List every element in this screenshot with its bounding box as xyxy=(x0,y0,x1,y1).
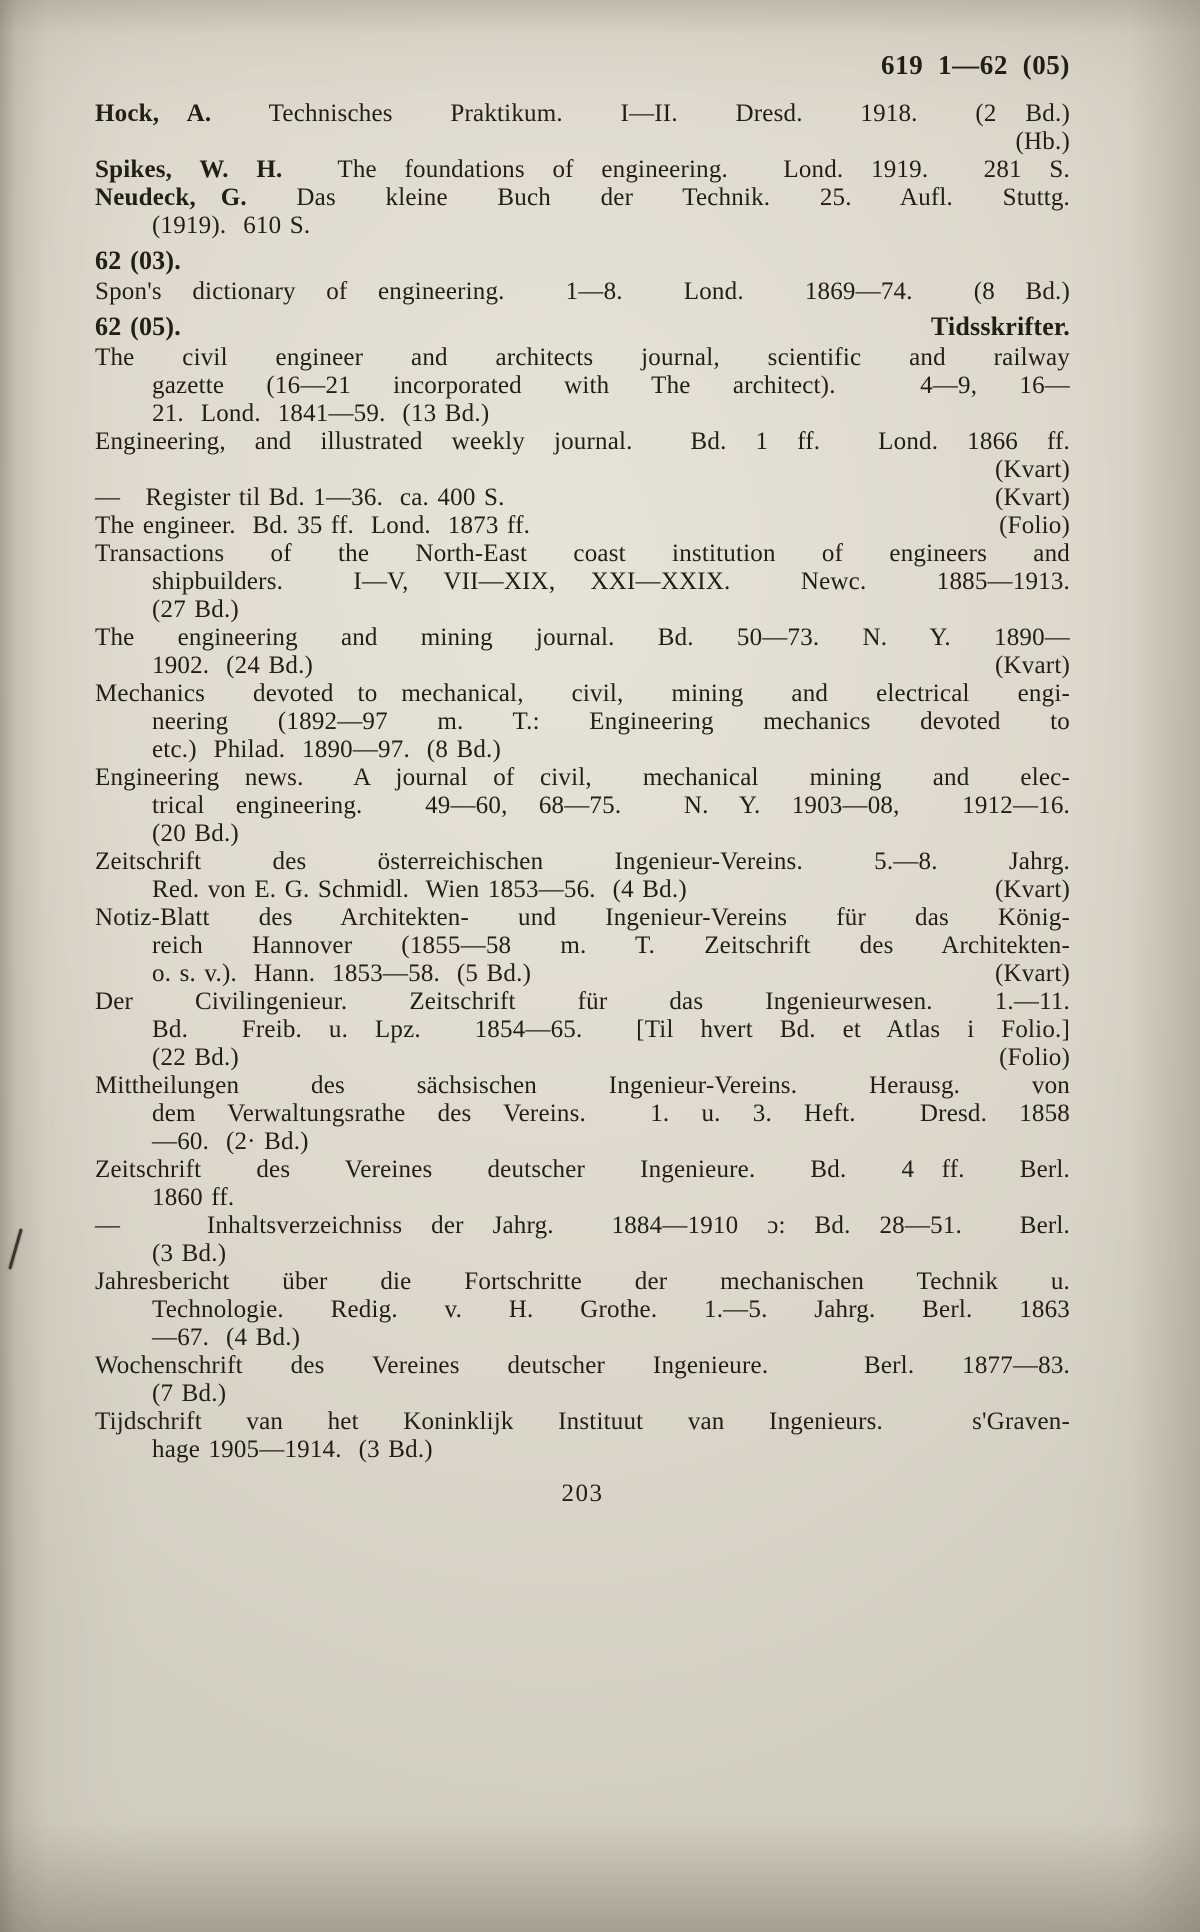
entry-text: Tijdschrift van het Koninklijk Instituut van Ingenieurs. s'Graven- xyxy=(95,1408,1070,1435)
section-heading xyxy=(95,313,1070,341)
format-note: (Kvart) xyxy=(995,456,1070,483)
entry-text: 1860 ff. xyxy=(152,1184,235,1211)
catalog-line xyxy=(95,1352,1070,1380)
entry-text: Zeitschrift des österreichischen Ingenieur-Vereins. 5.—8. Jahrg. xyxy=(95,848,1070,875)
page-content xyxy=(95,50,1070,1464)
format-note: (Kvart) xyxy=(995,960,1070,987)
catalog-line xyxy=(95,1296,1070,1324)
section-heading-right: Tidsskrifter. xyxy=(930,312,1070,341)
entry-text: Spikes, W. H. The foundations of engineering. Lond. 1919. 281 S. xyxy=(95,156,1070,183)
catalog-line xyxy=(95,764,1070,792)
page-number: 203 xyxy=(561,1480,604,1507)
catalog-line xyxy=(95,512,1070,540)
catalog-line xyxy=(95,1128,1070,1156)
catalog-line xyxy=(95,988,1070,1016)
entry-text: —60. (2· Bd.) xyxy=(152,1128,309,1155)
handwritten-margin-mark xyxy=(2,1226,30,1274)
catalog-line xyxy=(95,1380,1070,1408)
catalog-lines xyxy=(95,100,1070,1464)
catalog-line xyxy=(95,792,1070,820)
entry-text: — Register til Bd. 1—36. ca. 400 S. xyxy=(95,484,505,511)
catalog-line xyxy=(95,904,1070,932)
entry-text: trical engineering. 49—60, 68—75. N. Y. 1903—08, 1912—16. xyxy=(152,792,1070,819)
section-heading xyxy=(95,247,1070,275)
entry-text: (7 Bd.) xyxy=(152,1380,227,1407)
format-note: (Kvart) xyxy=(995,652,1070,679)
entry-text: Neudeck, G. Das kleine Buch der Technik. 25. Aufl. Stuttg. xyxy=(95,184,1071,211)
entry-text: The civil engineer and architects journal, scientific and railway xyxy=(95,344,1070,371)
catalog-line xyxy=(95,1044,1070,1072)
entry-text: Mechanics devoted to mechanical, civil, mining and electrical engi- xyxy=(95,680,1070,707)
catalog-line xyxy=(95,344,1070,372)
catalog-line xyxy=(95,680,1070,708)
entry-text: — Inhaltsverzeichniss der Jahrg. 1884—1910 ɔ: Bd. 28—51. Berl. xyxy=(95,1212,1070,1239)
entry-text: dem Verwaltungsrathe des Vereins. 1. u. 3. Heft. Dresd. 1858 xyxy=(152,1100,1070,1127)
catalog-line xyxy=(95,1324,1070,1352)
catalog-line xyxy=(95,540,1070,568)
entry-text: (22 Bd.) xyxy=(152,1044,239,1071)
entry-text: Engineering news. A journal of civil, mechanical mining and elec- xyxy=(95,764,1070,791)
catalog-line xyxy=(95,1016,1070,1044)
catalog-line xyxy=(95,1268,1070,1296)
entry-text: 62 (03). xyxy=(95,246,181,275)
entry-text: reich Hannover (1855—58 m. T. Zeitschrift des Architekten- xyxy=(152,932,1070,959)
catalog-line xyxy=(95,400,1070,428)
catalog-line xyxy=(95,736,1070,764)
entry-text: o. s. v.). Hann. 1853—58. (5 Bd.) xyxy=(152,960,532,987)
entry-text: —67. (4 Bd.) xyxy=(152,1324,301,1351)
catalog-line xyxy=(95,596,1070,624)
catalog-line xyxy=(95,1100,1070,1128)
catalog-line xyxy=(95,1072,1070,1100)
format-note: (Kvart) xyxy=(995,876,1070,903)
entry-text: (3 Bd.) xyxy=(152,1240,227,1267)
catalog-line xyxy=(95,820,1070,848)
catalog-line xyxy=(95,456,1070,484)
catalog-line xyxy=(95,156,1070,184)
catalog-line xyxy=(95,372,1070,400)
catalog-line xyxy=(95,184,1070,212)
entry-text: Zeitschrift des Vereines deutscher Ingenieure. Bd. 4 ff. Berl. xyxy=(95,1156,1070,1183)
entry-text: Bd. Freib. u. Lpz. 1854—65. [Til hvert Bd. et Atlas i Folio.] xyxy=(152,1016,1070,1043)
entry-text: shipbuilders. I—V, VII—XIX, XXI—XXIX. Newc. 1885—1913. xyxy=(152,568,1070,595)
entry-text: 62 (05). xyxy=(95,312,181,341)
catalog-line xyxy=(95,960,1070,988)
entry-text: 21. Lond. 1841—59. (13 Bd.) xyxy=(152,400,490,427)
entry-text: Notiz-Blatt des Architekten- und Ingenieur-Vereins für das König- xyxy=(95,904,1070,931)
entry-text: hage 1905—1914. (3 Bd.) xyxy=(152,1436,433,1463)
catalog-line xyxy=(95,876,1070,904)
entry-text: Hock, A. Technisches Praktikum. I—II. Dresd. 1918. (2 Bd.) xyxy=(95,100,1070,127)
entry-text: Engineering, and illustrated weekly journal. Bd. 1 ff. Lond. 1866 ff. xyxy=(95,428,1070,455)
entry-text: Jahresbericht über die Fortschritte der mechanischen Technik u. xyxy=(95,1268,1070,1295)
entry-text: 1902. (24 Bd.) xyxy=(152,652,314,679)
entry-author: Spikes, W. H. xyxy=(95,156,283,183)
format-note: (Kvart) xyxy=(995,484,1070,511)
entry-text: Spon's dictionary of engineering. 1—8. Lond. 1869—74. (8 Bd.) xyxy=(95,278,1070,305)
catalog-line xyxy=(95,652,1070,680)
catalog-line xyxy=(95,1156,1070,1184)
entry-text: The engineering and mining journal. Bd. 50—73. N. Y. 1890— xyxy=(95,624,1070,651)
format-note: (Folio) xyxy=(999,512,1070,539)
catalog-line xyxy=(95,128,1070,156)
entry-text: The engineer. Bd. 35 ff. Lond. 1873 ff. xyxy=(95,512,531,539)
catalog-line xyxy=(95,1436,1070,1464)
entry-text: Transactions of the North-East coast institution of engineers and xyxy=(95,540,1070,567)
catalog-line xyxy=(95,708,1070,736)
catalog-line xyxy=(95,484,1070,512)
entry-author: Neudeck, G. xyxy=(95,184,247,211)
entry-text: (1919). 610 S. xyxy=(152,212,311,239)
catalog-line xyxy=(95,278,1070,306)
catalog-line xyxy=(95,932,1070,960)
entry-text: Red. von E. G. Schmidl. Wien 1853—56. (4 Bd.) xyxy=(152,876,687,903)
catalog-line xyxy=(95,1240,1070,1268)
catalog-line xyxy=(95,568,1070,596)
entry-author: Hock, A. xyxy=(95,100,212,127)
entry-text: Technologie. Redig. v. H. Grothe. 1.—5. Jahrg. Berl. 1863 xyxy=(152,1296,1070,1323)
catalog-line xyxy=(95,848,1070,876)
running-head-classification: 619 1—62 (05) xyxy=(881,50,1070,80)
catalog-line xyxy=(95,624,1070,652)
catalog-line xyxy=(95,100,1070,128)
entry-text: (20 Bd.) xyxy=(152,820,239,847)
catalog-line xyxy=(95,212,1070,240)
format-note: (Hb.) xyxy=(1015,128,1070,155)
entry-text: (27 Bd.) xyxy=(152,596,239,623)
entry-text: Der Civilingenieur. Zeitschrift für das Ingenieurwesen. 1.—11. xyxy=(95,988,1070,1015)
entry-text: neering (1892—97 m. T.: Engineering mechanics devoted to xyxy=(152,708,1070,735)
catalog-line xyxy=(95,1408,1070,1436)
catalog-line xyxy=(95,1212,1070,1240)
entry-text: etc.) Philad. 1890—97. (8 Bd.) xyxy=(152,736,502,763)
entry-text: Mittheilungen des sächsischen Ingenieur-Vereins. Herausg. von xyxy=(95,1072,1070,1099)
entry-text: gazette (16—21 incorporated with The architect). 4—9, 16— xyxy=(152,372,1070,399)
catalog-line xyxy=(95,428,1070,456)
catalog-line xyxy=(95,1184,1070,1212)
format-note: (Folio) xyxy=(999,1044,1070,1071)
entry-text: Wochenschrift des Vereines deutscher Ingenieure. Berl. 1877—83. xyxy=(95,1352,1070,1379)
